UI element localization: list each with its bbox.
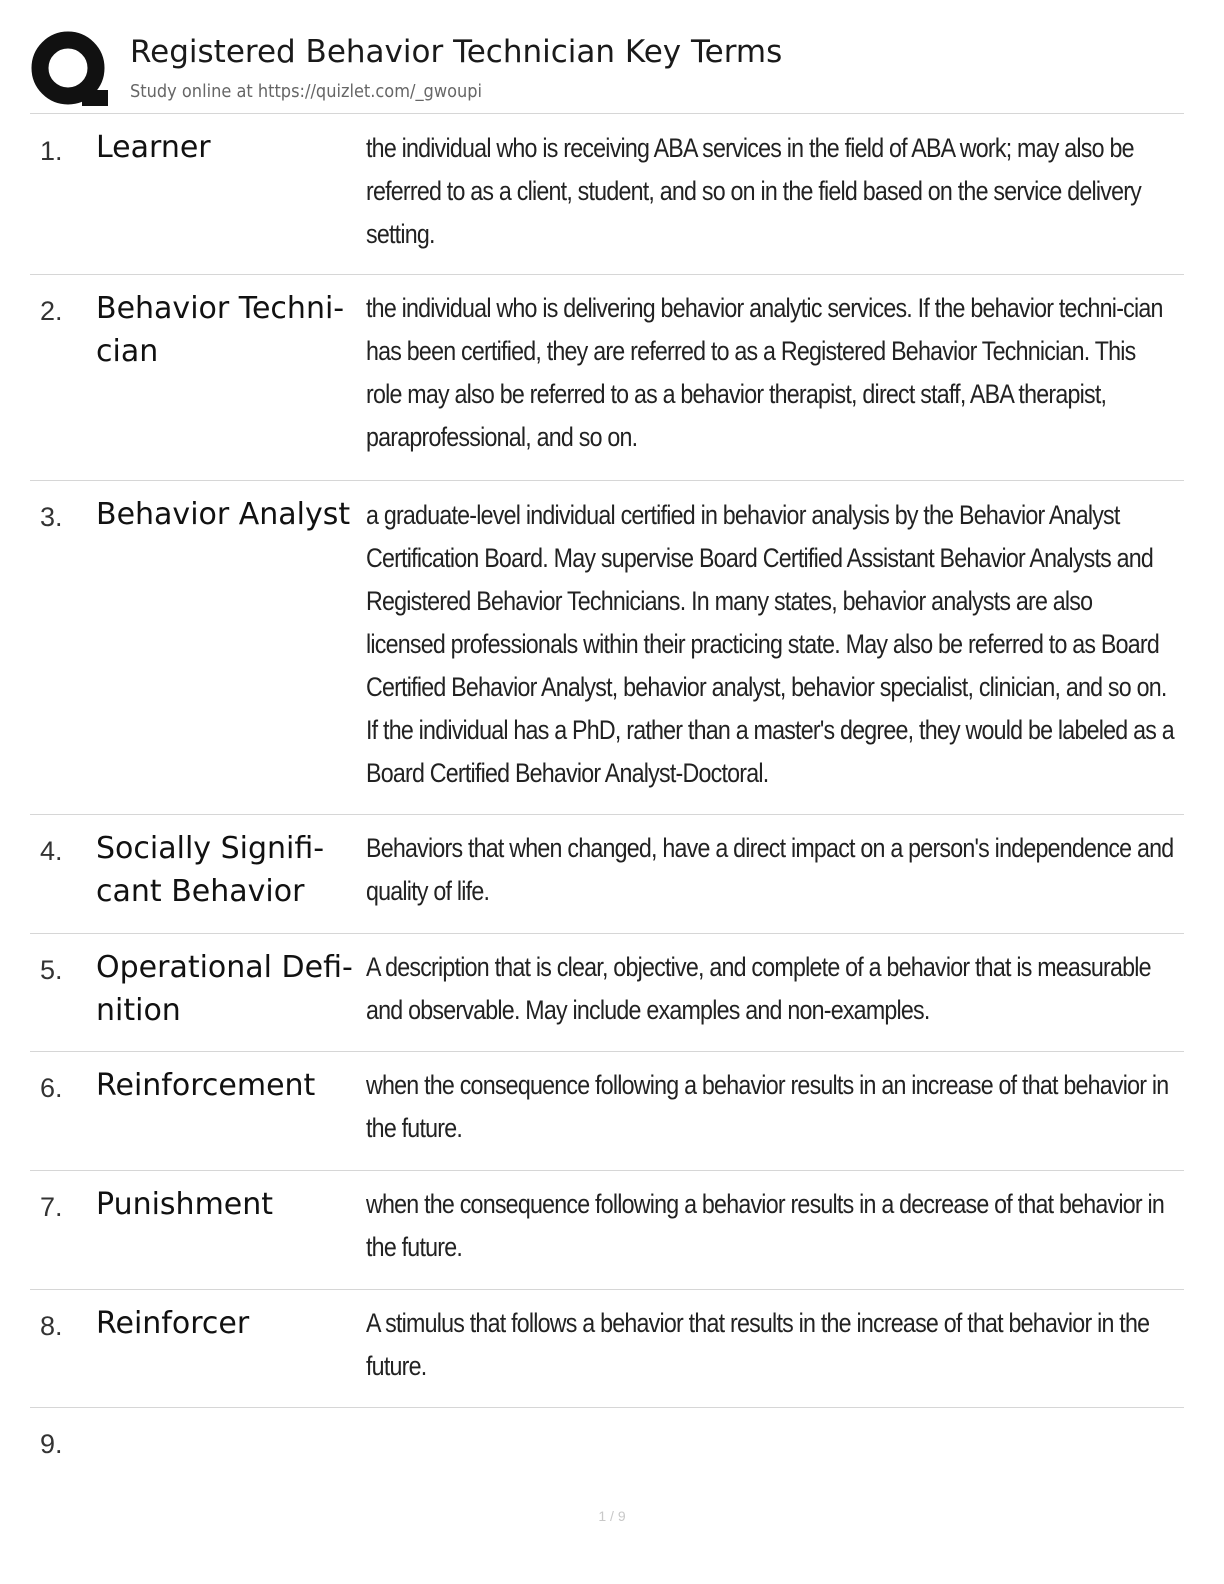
term-row	[30, 1171, 1184, 1290]
term-name: Reinforcer	[96, 1306, 250, 1341]
term-definition: a graduate-level individual certified in behavior analysis by the Behavior Analyst Certification Board. May supervise Board Certified Assistant Behavior Analysts and Registered Behavior Technicians. In many states, behavior analysts are also licensed professionals within their practicing state. May also be referred to as Board Certified Behavior Analyst, behavior analyst, behavior specialist, clinician, and so on. If the individual has a PhD, rather than a master's degree, they would be labeled as a Board Certified Behavior Analyst-Doctoral.	[366, 500, 1174, 788]
term-definition: A stimulus that follows a behavior that results in the increase of that behavior in the future.	[366, 1308, 1150, 1381]
term-row	[30, 934, 1184, 1052]
term-row	[30, 1052, 1184, 1171]
page-number: 1 / 9	[598, 1508, 626, 1524]
term-definition: the individual who is delivering behavior analytic services. If the behavior techni-cian has been certified, they are referred to as a Registered Behavior Technician. This role may also be referred to as a behavior therapist, direct staff, ABA therapist, paraprofessional, and so on.	[366, 293, 1163, 452]
term-definition: A description that is clear, objective, and complete of a behavior that is measurable and observable. May include examples and non-examples.	[366, 952, 1151, 1025]
term-number: 2.	[40, 296, 63, 326]
term-definition: Behaviors that when changed, have a direct impact on a person's independence and quality of life.	[366, 833, 1174, 906]
document-title: Registered Behavior Technician Key Terms	[130, 34, 783, 70]
term-name: Operational Defi-​nition	[96, 950, 353, 1028]
term-row	[30, 1408, 1184, 1488]
term-number: 8.	[40, 1311, 63, 1341]
term-number: 6.	[40, 1073, 63, 1103]
term-row	[30, 481, 1184, 815]
term-name: Behavior Analyst	[96, 497, 351, 532]
term-definition: the individual who is receiving ABA services in the field of ABA work; may also be referred to as a client, student, and so on in the field based on the service delivery setting.	[366, 133, 1142, 249]
term-number: 9.	[40, 1429, 63, 1459]
document-header	[30, 28, 1184, 114]
term-row	[30, 275, 1184, 481]
quizlet-logo-icon	[30, 30, 110, 110]
term-definition: when the consequence following a behavior results in a decrease of that behavior in the future.	[366, 1189, 1165, 1262]
term-row	[30, 815, 1184, 934]
term-name: Punishment	[96, 1187, 274, 1222]
document-subtitle: Study online at https://quizlet.com/_gwoupi	[130, 81, 483, 102]
term-number: 1.	[40, 136, 63, 166]
term-row	[30, 114, 1184, 275]
term-number: 4.	[40, 836, 63, 866]
terms-list	[30, 114, 1184, 1488]
term-name: Behavior Techni-​cian	[96, 291, 345, 369]
term-name: Socially Signifi-​cant Behavior	[96, 831, 325, 909]
term-name: Reinforcement	[96, 1068, 316, 1103]
term-name: Learner	[96, 130, 211, 165]
term-definition: when the consequence following a behavior results in an increase of that behavior in the future.	[366, 1070, 1169, 1143]
term-row	[30, 1290, 1184, 1408]
term-number: 7.	[40, 1192, 63, 1222]
term-number: 5.	[40, 955, 63, 985]
term-number: 3.	[40, 502, 63, 532]
